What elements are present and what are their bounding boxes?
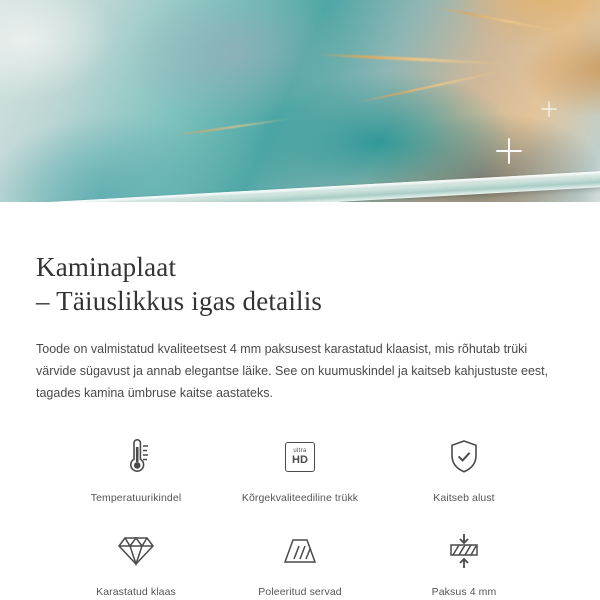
thickness-icon bbox=[438, 528, 490, 574]
hero-image bbox=[0, 0, 600, 218]
feature-label: Kaitseb alust bbox=[433, 492, 495, 504]
gold-vein-decoration bbox=[433, 6, 567, 34]
content-block bbox=[0, 218, 600, 598]
feature-grid bbox=[36, 434, 564, 598]
feature-item bbox=[218, 434, 382, 504]
page-title-line-2: – Täiuslikkus igas detailis bbox=[36, 286, 323, 316]
feature-item bbox=[54, 528, 218, 598]
feature-item bbox=[382, 528, 546, 598]
gold-vein-decoration bbox=[314, 52, 515, 65]
polished-edges-icon bbox=[274, 528, 326, 574]
ultra-hd-icon bbox=[274, 434, 326, 480]
feature-label: Karastatud klaas bbox=[96, 586, 176, 598]
page-title bbox=[36, 250, 564, 318]
feature-label: Paksus 4 mm bbox=[431, 586, 497, 598]
ultra-hd-badge-bottom: HD bbox=[292, 454, 308, 466]
gold-vein-decoration bbox=[353, 69, 510, 105]
product-description: Toode on valmistatud kvaliteetsest 4 mm paksusest karastatud klaasist, mis rõhutab trüki värvide sügavust ja annab elegantse läike. See on kuumuskindel ja kaitseb kahjustuste eest, tagades kamina ümbruse kaitse aastateks. bbox=[36, 342, 549, 400]
feature-item bbox=[382, 434, 546, 504]
thermometer-icon bbox=[110, 434, 162, 480]
shield-check-icon bbox=[438, 434, 490, 480]
page-title-line-1: Kaminaplaat bbox=[36, 252, 177, 282]
feature-item bbox=[54, 434, 218, 504]
gold-vein-decoration bbox=[169, 117, 296, 137]
feature-label: Poleeritud servad bbox=[258, 586, 342, 598]
feature-label: Kõrgekvaliteediline trükk bbox=[241, 492, 359, 504]
feature-label: Temperatuurikindel bbox=[90, 492, 182, 504]
ultra-hd-badge-top: ultra bbox=[293, 448, 307, 454]
feature-item bbox=[218, 528, 382, 598]
diamond-icon bbox=[110, 528, 162, 574]
hero-bottom-mask bbox=[0, 202, 600, 218]
